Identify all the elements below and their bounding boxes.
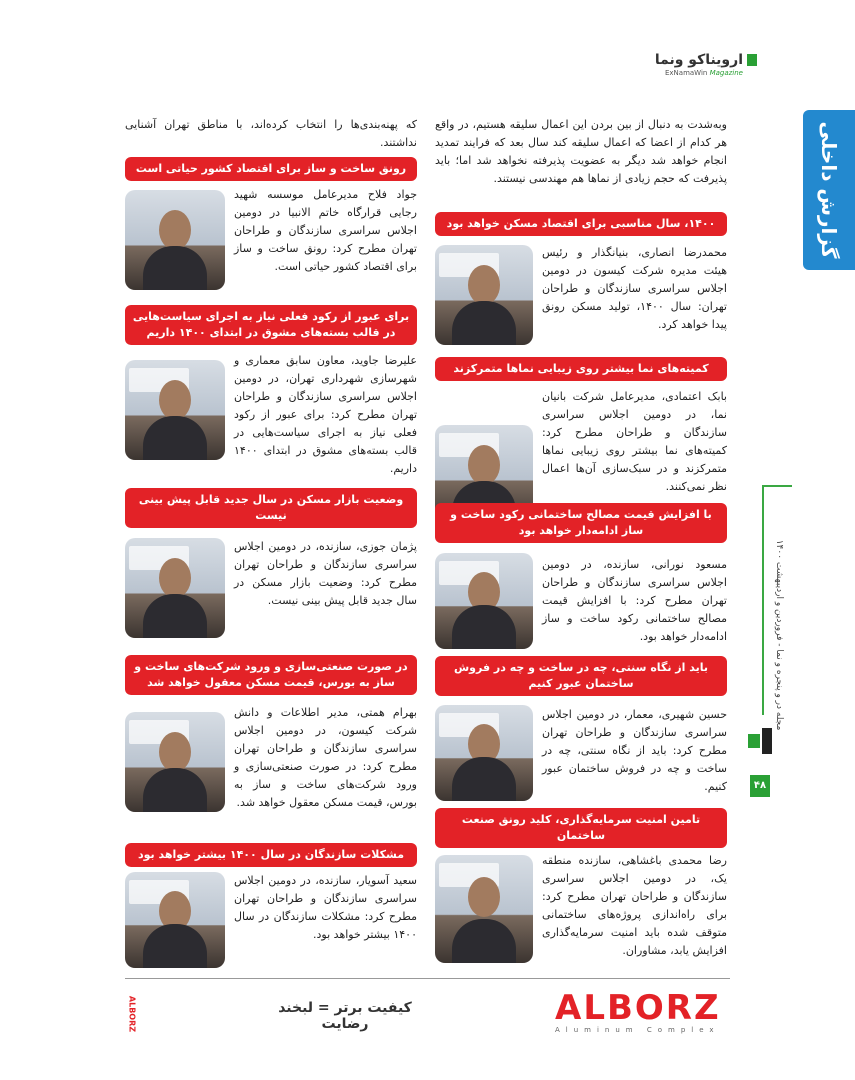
section-banner: برای عبور از رکود فعلی نیاز به اجرای سیاست‌هایی در قالب بسته‌های مشوق در ابتدای ۱۴۰۰ داریم xyxy=(125,305,417,345)
speaker-photo xyxy=(125,360,225,460)
speaker-photo xyxy=(435,855,533,963)
brand-vertical: ALBORZ xyxy=(127,995,137,1033)
section-body: علیرضا جاوید، معاون سابق معماری و شهرسازی شهرداری تهران، در دومین اجلاس سراسری سازندگان و طراحان تهران مطرح کرد: برای عبور از رکود فعلی نیاز به اجرای سیاست‌هایی در قالب بسته‌های مشوق در ابتدای ۱۴۰۰ داریم. xyxy=(234,354,417,475)
magazine-title-fa: ارویناکو ونما xyxy=(654,52,743,68)
speaker-photo xyxy=(125,538,225,638)
alborz-logo xyxy=(555,990,730,1032)
section-banner: در صورت صنعتی‌سازی و ورود شرکت‌های ساخت و ساز به بورس، قیمت مسکن معقول خواهد شد xyxy=(125,655,417,695)
logo-mark-icon xyxy=(747,54,757,66)
section-body: بابک اعتمادی، مدیرعامل شرکت بانیان نما، در دومین اجلاس سراسری سازندگان و طراحان مطرح کرد: کمیته‌های نما بیشتر روی زیبایی نماها متمرکزند و در سبک‌سازی آن‌ها اعمال نظر نمی‌کنند. xyxy=(542,390,727,493)
left-intro-text: که پهنه‌بندی‌ها را انتخاب کرده‌اند، با مناطق تهران آشنایی نداشتند. xyxy=(125,118,417,149)
section-body: محمدرضا انصاری، بنیانگذار و رئیس هیئت مدیره شرکت کیسون در دومین اجلاس سراسری سازندگان و طراحان تهران: سال ۱۴۰۰، تولید مسکن رونق پیدا خواهد کرد. xyxy=(542,246,727,331)
magazine-logo xyxy=(633,52,743,82)
section-body: بهرام همتی، مدیر اطلاعات و دانش شرکت کیسون، در دومین اجلاس سراسری سازندگان و طراحان تهران مطرح کرد: در صورت صنعتی‌سازی و ورود شرکت‌های ساخت و ساز به بورس، قیمت مسکن معقول خواهد شد. xyxy=(234,706,417,809)
speaker-photo xyxy=(125,872,225,968)
section-banner: رونق ساخت و ساز برای اقتصاد کشور حیاتی است xyxy=(125,157,417,181)
magazine-mark-icon xyxy=(748,728,772,754)
speaker-photo xyxy=(435,245,533,345)
section-banner: ۱۴۰۰، سال مناسبی برای اقتصاد مسکن خواهد بود xyxy=(435,212,727,236)
section-body: رضا محمدی باغشاهی، سازنده منطقه یک، در دومین اجلاس سراسری سازندگان و طراحان تهران مطرح کرد: برای راه‌اندازی پروژه‌های ساختمانی متوقف شده باید امنیت سرمایه‌گذاری افزایش یابد، مشاوران. xyxy=(542,854,727,957)
section-banner: مشکلات سازندگان در سال ۱۴۰۰ بیشتر خواهد بود xyxy=(125,843,417,867)
section-body: حسین شهیری، معمار، در دومین اجلاس سراسری سازندگان و طراحان تهران مطرح کرد: باید از نگاه سنتی، چه در ساخت و چه در فروش ساختمان عبور کنیم. xyxy=(542,708,727,793)
footer-divider xyxy=(125,978,730,979)
magazine-title-en: ExNamaWin Magazine xyxy=(664,69,743,77)
speaker-photo xyxy=(125,190,225,290)
ad-slogan: کیفیت برتر = لبخند رضایت xyxy=(278,1000,412,1032)
section-body: مسعود نورانی، سازنده، در دومین اجلاس سراسری سازندگان و طراحان تهران مطرح کرد: با افزایش قیمت مصالح ساختمانی رکود ساخت و ساز ادامه‌دار خواهد بود. xyxy=(542,558,727,643)
page-number: ۴۸ xyxy=(750,775,770,797)
section-banner: وضعیت بازار مسکن در سال جدید قابل پیش بینی نیست xyxy=(125,488,417,528)
section-body: سعید آسویار، سازنده، در دومین اجلاس سراسری سازندگان و طراحان تهران مطرح کرد: مشکلات سازندگان در سال ۱۴۰۰ بیشتر خواهد بود. xyxy=(234,874,417,941)
speaker-photo xyxy=(435,553,533,649)
issue-info: مجله در و پنجره و نما - فروردین و اردیبهشت ۱۴۰۰ xyxy=(774,539,784,731)
brand-sub: Aluminum Complex xyxy=(555,1026,720,1034)
section-banner: باید از نگاه سنتی، چه در ساخت و چه در فروش ساختمان عبور کنیم xyxy=(435,656,727,696)
section-tab-label: گزارش داخلی xyxy=(817,121,841,259)
section-banner: کمیته‌های نما بیشتر روی زیبایی نماها متمرکزند xyxy=(435,357,727,381)
section-body: جواد فلاح مدیرعامل موسسه شهید رجایی قرارگاه خاتم الانبیا در دومین اجلاس سراسری سازندگان و طراحان تهران مطرح کرد: رونق ساخت و ساز برای اقتصاد کشور حیاتی است. xyxy=(234,188,417,273)
section-tab xyxy=(803,110,855,270)
brand-name: ALBORZ xyxy=(555,988,721,1028)
section-banner: با افزایش قیمت مصالح ساختمانی رکود ساخت و ساز ادامه‌دار خواهد بود xyxy=(435,503,727,543)
speaker-photo xyxy=(125,712,225,812)
section-body: پژمان جوزی، سازنده، در دومین اجلاس سراسری سازندگان و طراحان تهران مطرح کرد: وضعیت بازار مسکن در سال جدید قابل پیش بینی نیست. xyxy=(234,540,417,607)
section-banner: تامین امنیت سرمایه‌گذاری، کلید رونق صنعت ساختمان xyxy=(435,808,727,848)
right-intro-text: وبه‌شدت به دنبال از بین بردن این اعمال سلیقه هستیم، در واقع هر کدام از اعضا که اعمال سلیقه کند سال بعد که فرایند تمدید انجام خواهد شد دیگر به عضویت پذیرفته نخواهد شد اما؛ باید پذیرفت که حجم زیادی از نماها هم مهندسی نیستند. xyxy=(435,118,727,185)
side-divider xyxy=(762,485,764,715)
side-divider-top xyxy=(762,485,792,487)
speaker-photo xyxy=(435,705,533,801)
